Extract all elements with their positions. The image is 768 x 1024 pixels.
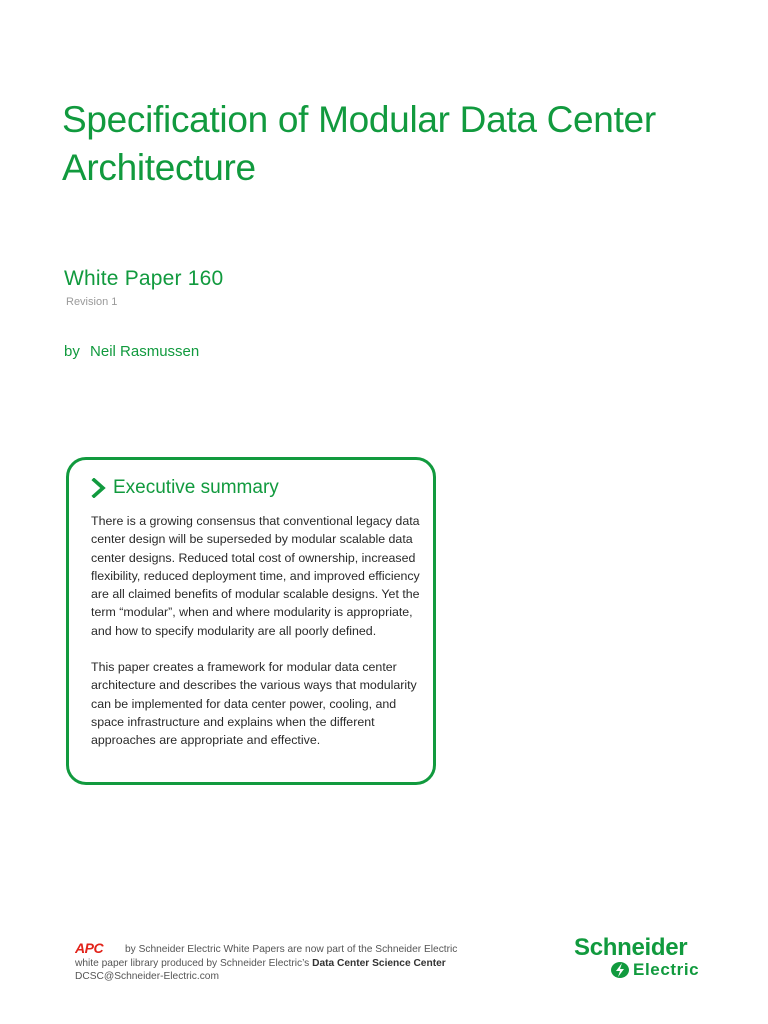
lightning-mark-icon [610, 961, 630, 979]
brand-word-electric: Electric [633, 960, 700, 979]
footer-line-2 [75, 957, 495, 971]
author-line [64, 342, 199, 362]
revision-label: Revision 1 [66, 296, 118, 308]
executive-summary-header [91, 476, 279, 500]
footer-dcsc-name: Data Center Science Center [312, 957, 446, 969]
footer-note [75, 941, 495, 984]
author-name: Neil Rasmussen [90, 343, 200, 360]
apc-logo-text: APC [75, 941, 104, 954]
summary-paragraph-2: This paper creates a framework for modular data center architecture and describes the various ways that modularity can be implemented for data center power, cooling, and space infrastructure and explains when the different approaches are appropriate and effective. [91, 660, 417, 748]
footer-text-2: white paper library produced by Schneider Electric’s [75, 957, 310, 969]
white-paper-label: White Paper 160 [64, 267, 224, 290]
author-prefix: by [64, 343, 80, 360]
summary-paragraph-1: There is a growing consensus that conventional legacy data center design will be superseded by modular scalable data center designs. Reduced total cost of ownership, increased flexibility, reduced deployment time, and improved efficiency are all claimed benefits of modular scalable designs. Yet the term “modular”, when and where modularity is appropriate, and how to specify modularity are all poorly defined. [91, 514, 420, 638]
brand-word-schneider: Schneider [574, 934, 688, 961]
executive-summary-box [66, 457, 436, 785]
title-line-2: Architecture [62, 147, 256, 188]
brand-row-electric [610, 960, 699, 980]
title-line-1: Specification of Modular Data Center [62, 99, 656, 140]
apc-logo [75, 941, 123, 954]
footer-line-1 [75, 941, 495, 957]
executive-summary-heading: Executive summary [113, 477, 279, 498]
chevron-right-icon [91, 478, 107, 498]
executive-summary-body [91, 512, 427, 768]
schneider-electric-logo [574, 934, 714, 982]
footer-text-1: by Schneider Electric White Papers are now part of the Schneider Electric [125, 944, 458, 955]
footer-email: DCSC@Schneider-Electric.com [75, 971, 219, 982]
document-title [62, 96, 742, 192]
